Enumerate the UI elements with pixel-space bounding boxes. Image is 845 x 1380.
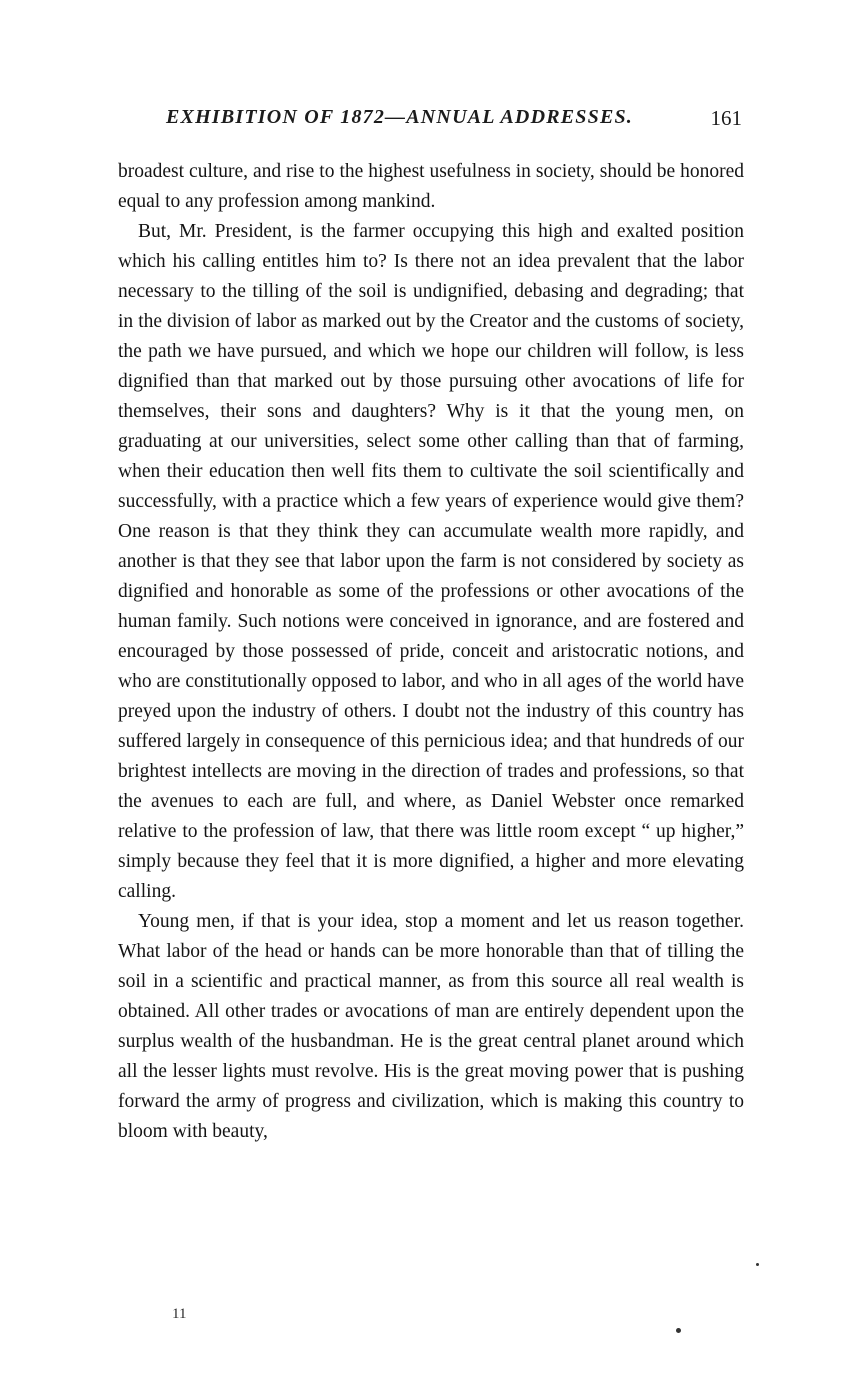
signature-mark: 11	[172, 1306, 187, 1322]
page-number: 161	[710, 106, 742, 130]
body-text	[118, 157, 744, 1147]
header-title: EXHIBITION OF 1872—ANNUAL ADDRESSES.	[166, 106, 634, 128]
paragraph-young-men: Young men, if that is your idea, stop a moment and let us reason together. What labor of the head or hands can be more honorable than that of tilling the soil in a scientific and practical manner, as from this source all real wealth is obtained. All other trades or avocations of man are entirely dependent upon the surplus wealth of the husbandman. He is the great central planet around which all the lesser lights must revolve. His is the great moving power that is pushing forward the army of progress and civilization, which is making this country to bloom with beauty,	[118, 911, 744, 1142]
paragraph-president-question: But, Mr. President, is the farmer occupying this high and exalted position which his calling entitles him to? Is there not an idea prevalent that the labor necessary to the tilling of the soil is undignified, debasing and degrading; that in the division of labor as marked out by the Creator and the customs of society, the path we have pursued, and which we hope our children will follow, is less dignified than that marked out by those pursuing other avocations of life for themselves, their sons and daughters? Why is it that the young men, on graduating at our universities, select some other calling than that of farming, when their education then well fits them to cultivate the soil scientifically and successfully, with a practice which a few years of experience would give them? One reason is that they think they can accumulate wealth more rapidly, and another is that they see that labor upon the farm is not considered by society as dignified and honorable as some of the professions or other avocations of the human family. Such notions were conceived in ignorance, and are fostered and encouraged by those possessed of pride, conceit and aristocratic notions, and who are constitutionally opposed to labor, and who in all ages of the world have preyed upon the industry of others. I doubt not the industry of this country has suffered largely in consequence of this pernicious idea; and that hundreds of our brightest intellects are moving in the direction of trades and professions, so that the avenues to each are full, and where, as Daniel Webster once remarked relative to the profession of law, that there was little room except “ up higher,” simply because they feel that it is more dignified, a higher and more elevating calling.	[118, 221, 744, 902]
paragraph-continuation: broadest culture, and rise to the highest usefulness in society, should be honored equal to any profession among mankind.	[118, 161, 744, 212]
ink-speck	[756, 1263, 759, 1266]
running-header	[120, 106, 742, 136]
ink-speck	[676, 1328, 681, 1333]
